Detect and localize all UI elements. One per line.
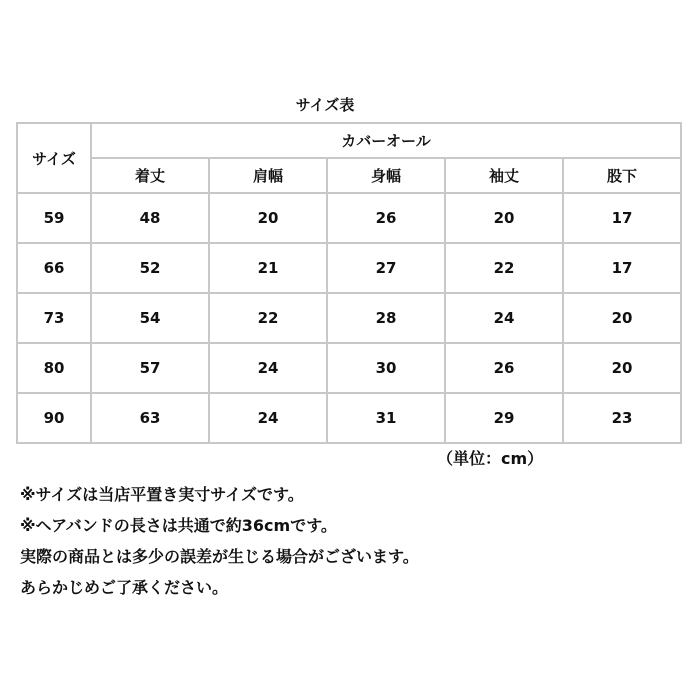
table-cell: 57 xyxy=(91,343,209,393)
column-header-length: 着丈 xyxy=(91,158,209,193)
note-line: ※ヘアバンドの長さは共通で約36cmです。 xyxy=(20,516,337,535)
column-header-sleeve: 袖丈 xyxy=(445,158,563,193)
table-cell: 26 xyxy=(327,193,445,243)
header-row-group xyxy=(17,123,681,158)
table-cell: 24 xyxy=(445,293,563,343)
table-cell: 27 xyxy=(327,243,445,293)
size-cell: 80 xyxy=(17,343,91,393)
table-cell: 28 xyxy=(327,293,445,343)
table-cell: 20 xyxy=(563,293,681,343)
table-row xyxy=(17,243,681,293)
column-header-shoulder: 肩幅 xyxy=(209,158,327,193)
table-cell: 17 xyxy=(563,243,681,293)
table-cell: 20 xyxy=(209,193,327,243)
table-cell: 20 xyxy=(563,343,681,393)
size-cell: 66 xyxy=(17,243,91,293)
table-cell: 31 xyxy=(327,393,445,443)
group-header: カバーオール xyxy=(91,123,681,158)
table-title: サイズ表 xyxy=(295,96,355,114)
notes xyxy=(20,479,419,603)
table-cell: 26 xyxy=(445,343,563,393)
size-cell: 90 xyxy=(17,393,91,443)
unit-label: （単位：cm） xyxy=(437,449,544,468)
note-line: 実際の商品とは多少の誤差が生じる場合がございます。 xyxy=(20,547,419,566)
table-cell: 24 xyxy=(209,343,327,393)
table-row xyxy=(17,193,681,243)
column-header-inseam: 股下 xyxy=(563,158,681,193)
header-row-columns xyxy=(17,158,681,193)
table-cell: 63 xyxy=(91,393,209,443)
size-cell: 59 xyxy=(17,193,91,243)
table-cell: 48 xyxy=(91,193,209,243)
table-cell: 21 xyxy=(209,243,327,293)
table-cell: 24 xyxy=(209,393,327,443)
note-line: ※サイズは当店平置き実寸サイズです。 xyxy=(20,485,304,504)
table-cell: 20 xyxy=(445,193,563,243)
table-cell: 52 xyxy=(91,243,209,293)
note-line: あらかじめご了承ください。 xyxy=(20,578,229,597)
table-row xyxy=(17,343,681,393)
table-cell: 29 xyxy=(445,393,563,443)
table-row xyxy=(17,393,681,443)
table-cell: 23 xyxy=(563,393,681,443)
table-cell: 17 xyxy=(563,193,681,243)
table-cell: 22 xyxy=(209,293,327,343)
column-header-chest: 身幅 xyxy=(327,158,445,193)
size-cell: 73 xyxy=(17,293,91,343)
size-table xyxy=(16,122,682,444)
table-row xyxy=(17,293,681,343)
table-cell: 22 xyxy=(445,243,563,293)
table-cell: 54 xyxy=(91,293,209,343)
table-cell: 30 xyxy=(327,343,445,393)
size-column-header: サイズ xyxy=(17,123,91,193)
